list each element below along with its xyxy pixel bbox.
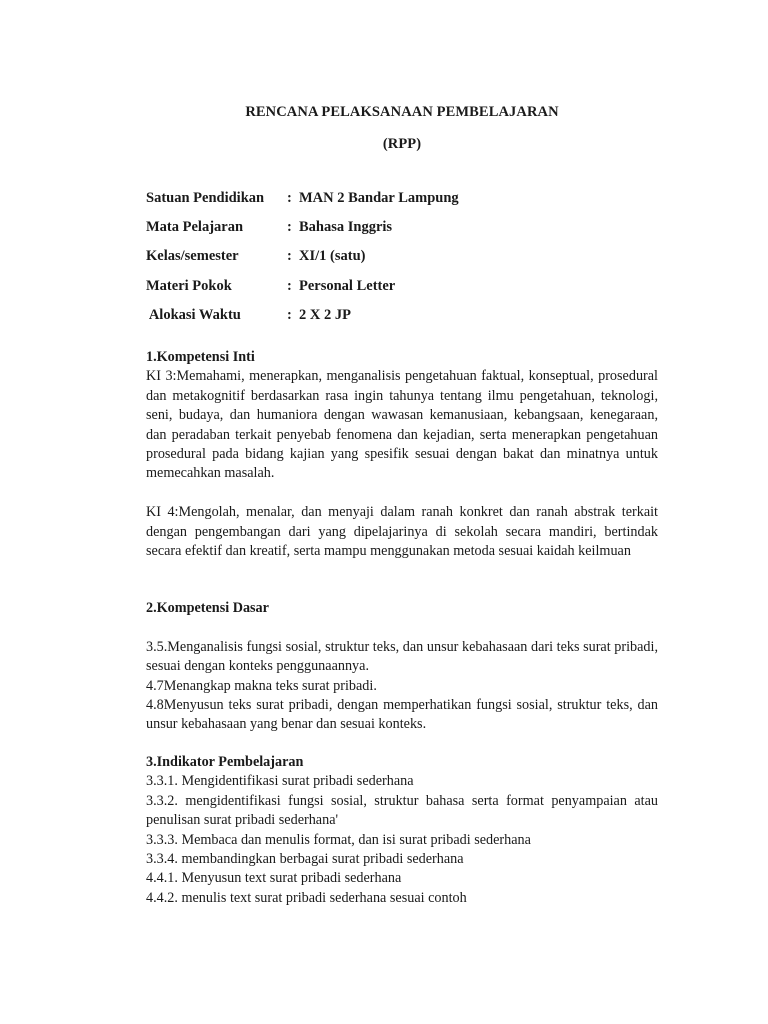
identity-value: Bahasa Inggris xyxy=(299,219,393,236)
identity-label: Materi Pokok xyxy=(146,277,232,294)
identity-value: MAN 2 Bandar Lampung xyxy=(299,190,459,207)
indikator-item: 3.3.2. mengidentifikasi fungsi sosial, struktur bahasa serta format penyampaian atau penulisan surat pribadi sederhana' xyxy=(146,792,658,829)
identity-label: Satuan Pendidikan xyxy=(146,190,265,207)
identity-colon: : xyxy=(287,306,292,323)
identity-label: Alokasi Waktu xyxy=(146,306,241,323)
identity-colon: : xyxy=(287,219,292,236)
identity-row-mapel xyxy=(146,213,666,242)
document-title: RENCANA PELAKSANAAN PEMBELAJARAN xyxy=(245,104,559,120)
identity-label: Mata Pelajaran xyxy=(146,219,244,236)
kd-4-8: 4.8Menyusun teks surat pribadi, dengan memperhatikan fungsi sosial, struktur teks, dan unsur kebahasaan yang benar dan sesuai konteks. xyxy=(146,697,658,733)
indikator-item: 3.3.1. Mengidentifikasi surat pribadi sederhana xyxy=(146,773,414,790)
identity-row-kelas xyxy=(146,242,666,271)
kd-4-7: 4.7Menangkap makna teks surat pribadi. xyxy=(146,677,377,694)
identity-value: Personal Letter xyxy=(299,277,396,294)
identity-row-materi xyxy=(146,272,666,301)
indikator-item: 3.3.3. Membaca dan menulis format, dan isi surat pribadi sederhana xyxy=(146,831,531,848)
ki4-paragraph: KI 4:Mengolah, menalar, dan menyaji dalam ranah konkret dan ranah abstrak terkait dengan pengembangan dari yang dipelajarinya di sekolah secara mandiri, bertindak secara efektif dan kreatif, serta mampu menggunakan metoda sesuai kaidah keilmuan xyxy=(146,504,658,560)
section-heading: 2.Kompetensi Dasar xyxy=(146,600,269,616)
identity-colon: : xyxy=(287,277,292,294)
section-heading: 3.Indikator Pembelajaran xyxy=(146,754,304,770)
document-subtitle: (RPP) xyxy=(382,136,422,152)
identity-value: XI/1 (satu) xyxy=(299,248,366,265)
section-indikator xyxy=(146,753,658,908)
identity-colon: : xyxy=(287,190,292,207)
section-kompetensi-dasar xyxy=(146,599,658,735)
identity-row-alokasi xyxy=(146,301,666,330)
indikator-item: 3.3.4. membandingkan berbagai surat pribadi sederhana xyxy=(146,851,464,868)
indikator-item: 4.4.1. Menyusun text surat pribadi sederhana xyxy=(146,870,402,887)
identity-table xyxy=(146,184,666,330)
section-kompetensi-inti xyxy=(146,348,658,561)
identity-value: 2 X 2 JP xyxy=(299,306,351,323)
identity-row-satuan xyxy=(146,184,666,213)
kd-3-5: 3.5.Menganalisis fungsi sosial, struktur teks, dan unsur kebahasaan dari teks surat pribadi, sesuai dengan konteks penggunaannya. xyxy=(146,638,658,675)
identity-label: Kelas/semester xyxy=(146,248,239,265)
indikator-item: 4.4.2. menulis text surat pribadi sederhana sesuai contoh xyxy=(146,889,467,906)
section-heading: 1.Kompetensi Inti xyxy=(146,349,255,365)
ki3-paragraph: KI 3:Memahami, menerapkan, menganalisis pengetahuan faktual, konseptual, prosedural dan metakognitif berdasarkan rasa ingin tahunya tentang ilmu pengetahuan, teknologi, seni, budaya, dan humaniora dengan wawasan kemanusiaan, kebangsaan, kenegaraan, dan peradaban terkait penyebab fenomena dan kejadian, serta menerapkan pengetahuan prosedural pada bidang kajian yang spesifik sesuai dengan bakat dan minatnya untuk memecahkan masalah. xyxy=(146,368,658,482)
identity-colon: : xyxy=(287,248,292,265)
